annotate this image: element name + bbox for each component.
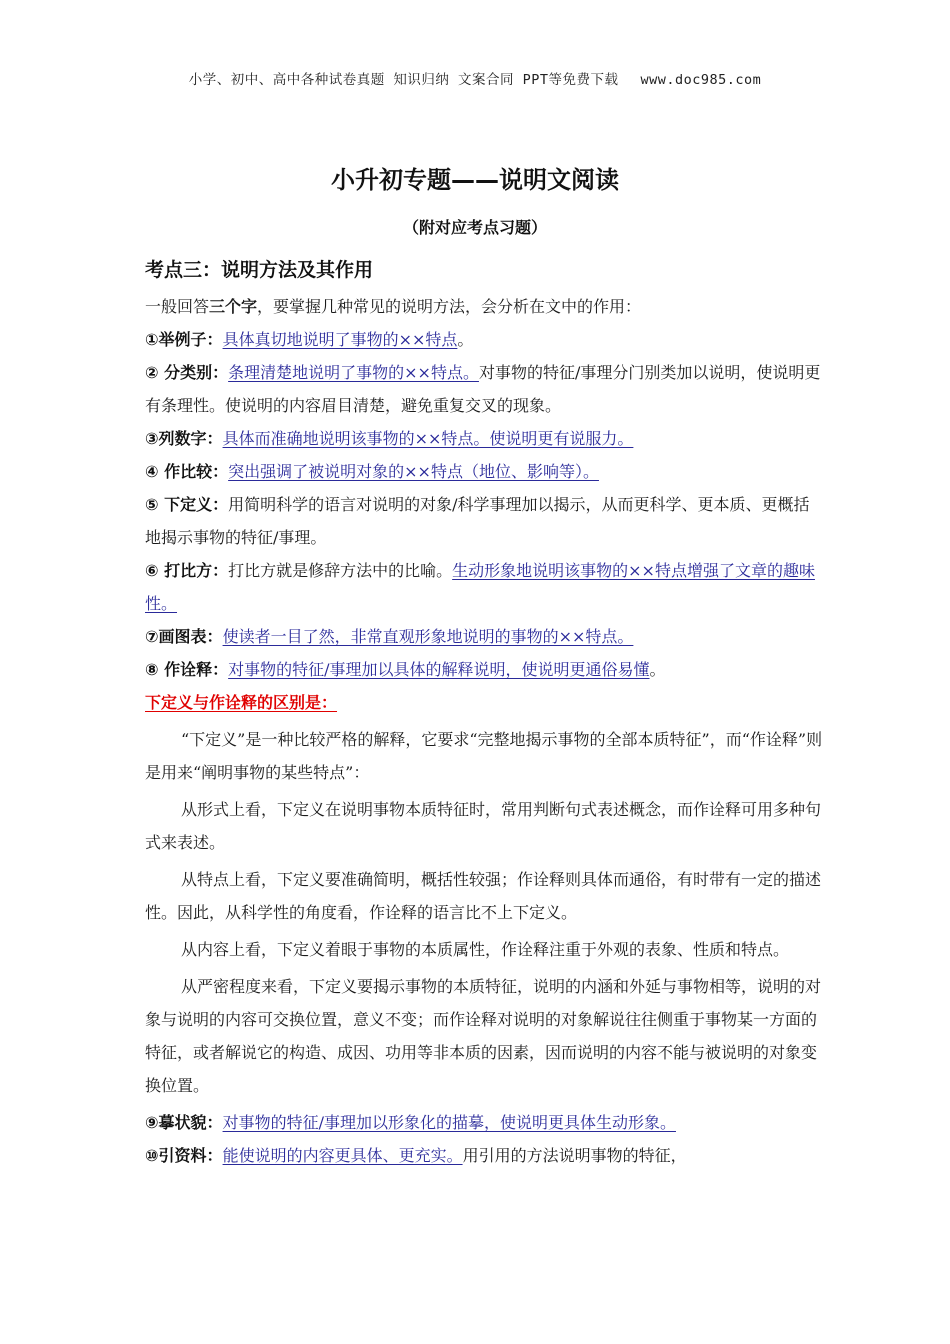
intro-post: ，要掌握几种常见的说明方法，会分析在文中的作用： (257, 297, 642, 316)
method-label: ⑨摹状貌： (145, 1113, 223, 1132)
explanation-paragraph: 从内容上看，下定义着眼于事物的本质属性，作诠释注重于外观的表象、性质和特点。 (181, 940, 790, 959)
method-effect-link[interactable]: 对事物的特征/事理加以具体的解释说明，使说明更通俗易懂 (228, 660, 650, 679)
intro-pre: 一般回答 (145, 297, 210, 316)
method-label: ①举例子： (145, 330, 223, 349)
method-tail: 。 (649, 660, 666, 679)
difference-heading: 下定义与作诠释的区别是： (145, 693, 338, 712)
page-title: 小升初专题——说明文阅读 (331, 166, 619, 194)
explanation-paragraph: 从特点上看，下定义要准确简明，概括性较强；作诠释则具体而通俗，有时带有一定的描述性。因此，从科学性的角度看，作诠释的语言比不上下定义。 (145, 870, 822, 922)
method-item (145, 554, 825, 620)
method-label: ⑧ 作诠释： (145, 660, 229, 679)
method-item (145, 1106, 825, 1139)
method-item (145, 488, 825, 554)
intro-strong: 三个字 (209, 297, 258, 316)
method-effect-link[interactable]: 具体而准确地说明该事物的××特点。使说明更有说服力。 (222, 429, 634, 448)
method-tail: 用简明科学的语言对说明的对象/科学事理加以揭示，从而更科学、更本质、更概括地揭示事物的特征/事理。 (145, 495, 810, 547)
method-item (145, 455, 825, 488)
method-item (145, 422, 825, 455)
page-subtitle: （附对应考点习题） (402, 218, 547, 237)
method-label: ③列数字： (145, 429, 223, 448)
intro-line (145, 290, 825, 323)
method-item (145, 653, 825, 686)
page-header (0, 68, 950, 88)
method-label: ⑦画图表： (145, 627, 223, 646)
method-effect-link[interactable]: 能使说明的内容更具体、更充实。 (222, 1146, 463, 1165)
method-item (145, 323, 825, 356)
method-item (145, 620, 825, 653)
header-url[interactable]: www.doc985.com (640, 72, 762, 88)
method-effect-link[interactable]: 突出强调了被说明对象的××特点（地位、影响等）。 (228, 462, 599, 481)
section-heading: 考点三：说明方法及其作用 (145, 259, 374, 281)
explanation-paragraph: “下定义”是一种比较严格的解释，它要求“完整地揭示事物的全部本质特征”，而“作诠释”则是用来“阐明事物的某些特点”： (145, 730, 823, 782)
method-tail: 。 (457, 330, 474, 349)
method-tail: 对事物的特征/事理分门别类加以说明，使说明更有条理性。使说明的内容眉目清楚，避免重复交叉的现象。 (145, 363, 821, 415)
explanation-paragraph: 从形式上看，下定义在说明事物本质特征时，常用判断句式表述概念，而作诠释可用多种句式来表述。 (145, 800, 822, 852)
method-effect-link[interactable]: 条理清楚地说明了事物的××特点。 (228, 363, 479, 382)
method-effect-link[interactable]: 对事物的特征/事理加以形象化的描摹，使说明更具体生动形象。 (222, 1113, 676, 1132)
explanation-paragraph: 从严密程度来看，下定义要揭示事物的本质特征，说明的内涵和外延与事物相等，说明的对象与说明的内容可交换位置，意义不变；而作诠释对说明的对象解说往往侧重于事物某一方面的特征，或者解说它的构造、成因、功用等非本质的因素，因而说明的内容不能与被说明的对象变换位置。 (145, 977, 822, 1095)
method-tail: 打比方就是修辞方法中的比喻。 (228, 561, 453, 580)
method-label: ② 分类别： (145, 363, 229, 382)
method-effect-link[interactable]: 具体真切地说明了事物的××特点 (222, 330, 458, 349)
method-label: ④ 作比较： (145, 462, 229, 481)
method-item (145, 1139, 825, 1172)
method-tail: 用引用的方法说明事物的特征， (462, 1146, 687, 1165)
method-item (145, 356, 825, 422)
header-text: 小学、初中、高中各种试卷真题 知识归纳 文案合同 PPT等免费下载 (188, 72, 619, 88)
method-label: ⑥ 打比方： (145, 561, 229, 580)
method-label: ⑤ 下定义： (145, 495, 229, 514)
method-effect-link[interactable]: 生动形象地说明该事物的××特点增强了文章的趣味性。 (145, 561, 815, 613)
main-content (145, 255, 825, 1172)
method-label: ⑩引资料： (145, 1146, 223, 1165)
method-effect-link[interactable]: 使读者一目了然，非常直观形象地说明的事物的××特点。 (222, 627, 634, 646)
